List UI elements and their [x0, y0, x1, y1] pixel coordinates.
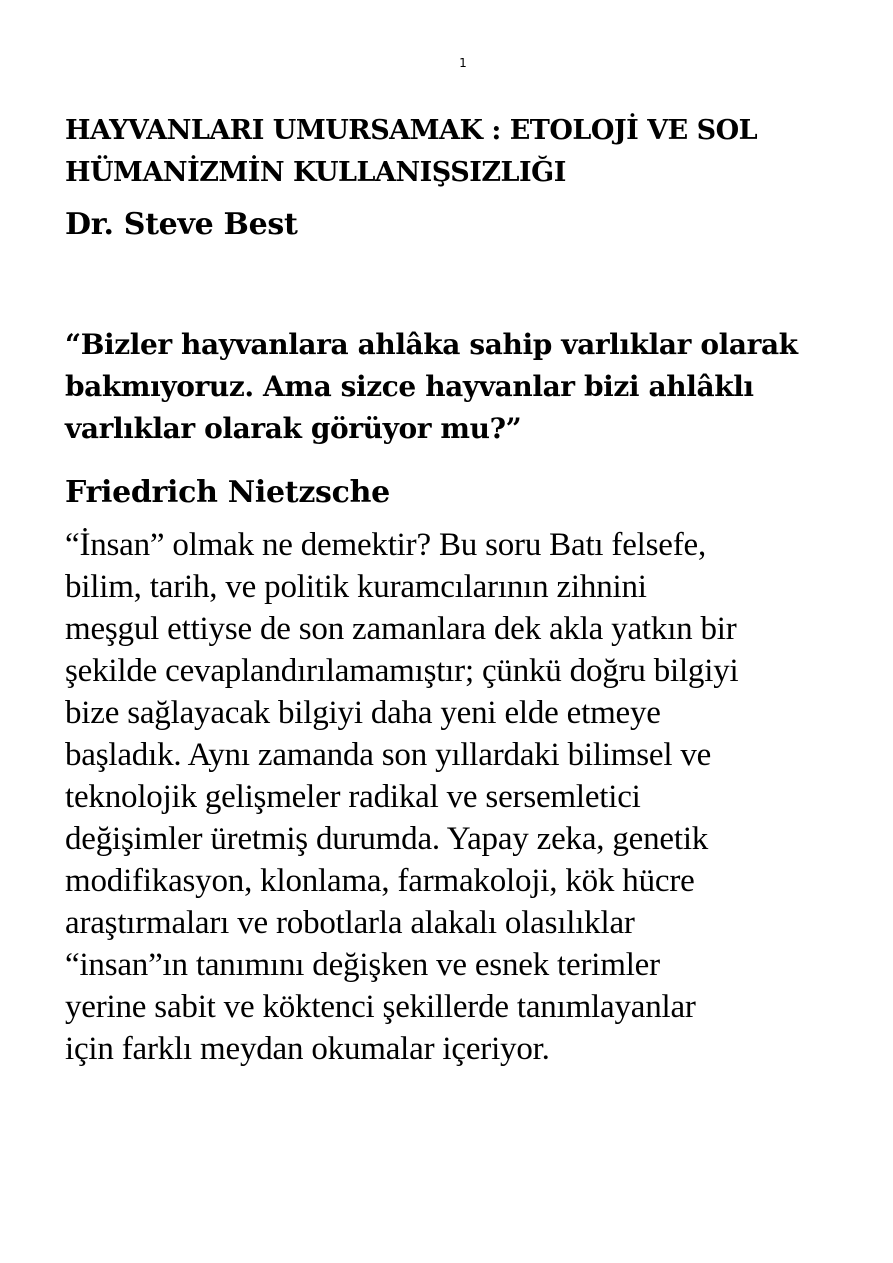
- article-title: [65, 110, 875, 194]
- title-line: HAYVANLARI UMURSAMAK : ETOLOJİ VE SOL: [65, 115, 758, 146]
- page-number: 1: [459, 56, 467, 70]
- body-line: “insan”ın tanımını değişken ve esnek terimler: [65, 947, 660, 983]
- body-line: için farklı meydan okumalar içeriyor.: [65, 1031, 550, 1067]
- article-author: Dr. Steve Best: [65, 207, 298, 242]
- quote-line: “Bizler hayvanlara ahlâka sahip varlıklar olarak: [65, 328, 798, 361]
- body-line: yerine sabit ve köktenci şekillerde tanımlayanlar: [65, 989, 696, 1025]
- body-line: araştırmaları ve robotlarla alakalı olasılıklar: [65, 905, 635, 941]
- quote-line: varlıklar olarak görüyor mu?”: [65, 412, 522, 445]
- body-line: bize sağlayacak bilgiyi daha yeni elde etmeye: [65, 695, 661, 731]
- quote-line: bakmıyoruz. Ama sizce hayvanlar bizi ahlâklı: [65, 370, 754, 403]
- page-content: [65, 110, 875, 1070]
- body-line: “İnsan” olmak ne demektir? Bu soru Batı felsefe,: [65, 527, 707, 563]
- body-line: değişimler üretmiş durumda. Yapay zeka, genetik: [65, 821, 709, 857]
- body-line: meşgul ettiyse de son zamanlara dek akla yatkın bir: [65, 611, 737, 647]
- body-line: şekilde cevaplandırılamamıştır; çünkü doğru bilgiyi: [65, 653, 739, 689]
- title-line: HÜMANİZMİN KULLANIŞSIZLIĞI: [65, 157, 566, 188]
- body-line: başladık. Aynı zamanda son yıllardaki bilimsel ve: [65, 737, 712, 773]
- epigraph-quote: [65, 324, 875, 450]
- body-line: teknolojik gelişmeler radikal ve sersemletici: [65, 779, 641, 815]
- quote-attribution: Friedrich Nietzsche: [65, 475, 390, 510]
- body-line: bilim, tarih, ve politik kuramcılarının zihnini: [65, 569, 647, 605]
- body-line: modifikasyon, klonlama, farmakoloji, kök hücre: [65, 863, 695, 899]
- body-paragraph: [65, 524, 875, 1070]
